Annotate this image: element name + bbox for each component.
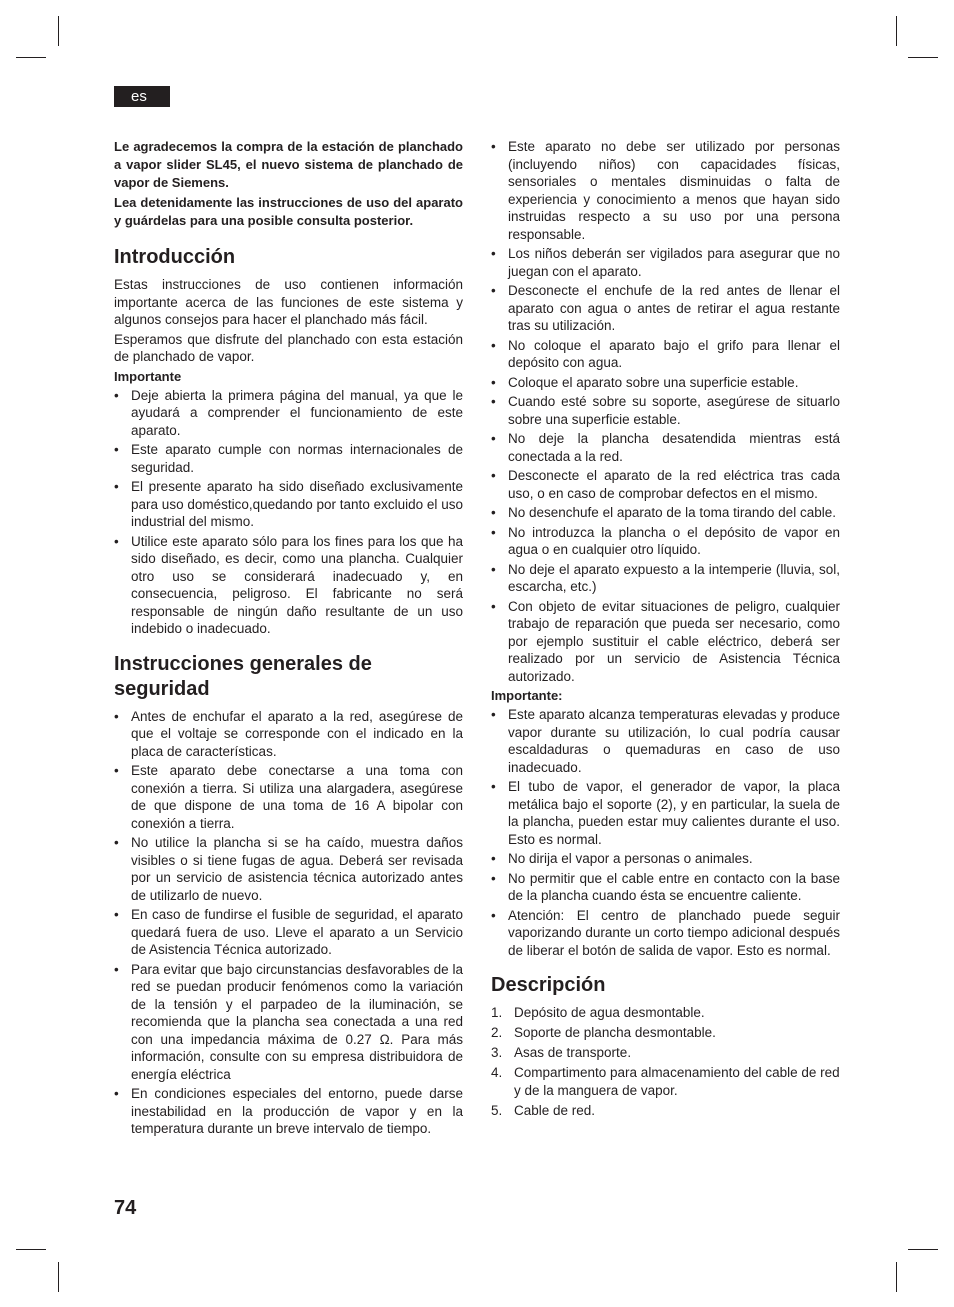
list-item (491, 598, 840, 686)
list-item (114, 961, 463, 1084)
bullet: • (491, 707, 496, 722)
list-item-text: Atención: El centro de planchado puede seguir vaporizando durante un corto tiempo adicional después de liberar el botón de salida de vapor. Esto es normal. (508, 907, 840, 958)
list-item (114, 533, 463, 638)
intro-paragraph: Lea detenidamente las instrucciones de uso del aparato y guárdelas para una posible consulta posterior. (114, 195, 463, 228)
left-column (114, 138, 463, 1140)
numbered-item (491, 1044, 840, 1062)
important-list (491, 706, 840, 959)
list-item-text: No dirija el vapor a personas o animales. (508, 851, 753, 866)
description-list (491, 1004, 840, 1119)
list-item (491, 778, 840, 848)
numbered-item (491, 1102, 840, 1120)
numbered-item-text: Compartimento para almacenamiento del cable de red y de la manguera de vapor. (514, 1065, 840, 1098)
list-item-text: No permitir que el cable entre en contacto con la base de la plancha cuando ésta se encuentre caliente. (508, 870, 840, 903)
bullet: • (114, 961, 119, 977)
numbered-item (491, 1024, 840, 1042)
bullet: • (114, 763, 119, 778)
list-item-text: No deje la plancha desatendida mientras está conectada a la red. (508, 431, 840, 464)
bullet: • (114, 907, 119, 922)
safety-list (114, 708, 463, 1138)
list-item (491, 706, 840, 776)
crop-mark (908, 1249, 938, 1250)
numbered-item-text: Depósito de agua desmontable. (514, 1005, 705, 1020)
list-item (114, 441, 463, 476)
list-item (491, 430, 840, 465)
list-item-text: En caso de fundirse el fusible de seguridad, el aparato quedará fuera de uso. Lleve el aparato a un Servicio de Asistencia Técnica autorizado. (131, 907, 463, 957)
list-item-text: Deje abierta la primera página del manual, ya que le ayudará a comprender el funcionamiento de este aparato. (131, 387, 463, 438)
list-item-text: Para evitar que bajo circunstancias desfavorables de la red se puedan producir fenómenos como la variación de la tensión y el parpadeo de la iluminación, se recomienda que la plancha sea conectada a una red con una impedancia máxima de 0.27 Ω. Para más información, consulte con su empresa distribuidora de energía eléctrica (131, 961, 463, 1082)
item-number: 2. (491, 1025, 503, 1040)
list-item-text: Desconecte el aparato de la red eléctrica tras cada uso, o en caso de comprobar defectos en el mismo. (508, 468, 840, 501)
list-item (491, 282, 840, 335)
list-item-text: Cuando esté sobre su soporte, asegúrese de situarlo sobre una superficie estable. (508, 394, 840, 427)
numbered-item-text: Asas de transporte. (514, 1045, 632, 1060)
list-item-text: En condiciones especiales del entorno, puede darse inestabilidad en la producción de vapor y en la temperatura durante un breve intervalo de tiempo. (131, 1086, 463, 1136)
list-item (491, 374, 840, 392)
bullet: • (491, 394, 496, 409)
list-item (491, 337, 840, 372)
item-number: 5. (491, 1102, 503, 1118)
list-item-text: No deje el aparato expuesto a la intemperie (lluvia, sol, escarcha, etc.) (508, 561, 840, 594)
list-item-text: El tubo de vapor, el generador de vapor, la placa metálica bajo el soporte (2), y en particular, la suela de la plancha, pueden estar muy calientes durante el uso. Esto es normal. (508, 779, 840, 847)
bullet: • (491, 524, 496, 540)
bullet: • (491, 246, 496, 261)
list-item (114, 762, 463, 832)
numbered-item (491, 1004, 840, 1022)
list-item (491, 524, 840, 559)
list-item (491, 504, 840, 522)
list-item-text: No coloque el aparato bajo el grifo para llenar el depósito con agua. (508, 337, 840, 370)
bullet: • (491, 431, 496, 446)
list-item (491, 138, 840, 243)
list-item (491, 467, 840, 502)
important-list (114, 387, 463, 638)
important-label: Importante (114, 368, 182, 384)
bullet: • (491, 779, 496, 794)
bullet: • (491, 870, 496, 886)
list-item-text: Este aparato alcanza temperaturas elevadas y produce vapor durante su utilización, lo cual podría causar escaldaduras o quemaduras en caso de uso inadecuado. (508, 707, 840, 775)
bullet: • (114, 835, 119, 850)
bullet: • (491, 283, 496, 298)
list-item-text: No desenchufe el aparato de la toma tirando del cable. (508, 505, 836, 520)
bullet: • (114, 387, 119, 403)
bullet: • (114, 1086, 119, 1101)
numbered-item-text: Soporte de plancha desmontable. (514, 1025, 716, 1040)
language-tab: es (114, 86, 170, 107)
section-title-line: seguridad (114, 677, 210, 700)
crop-mark (896, 16, 897, 46)
list-item (114, 906, 463, 959)
list-item-text: Este aparato debe conectarse a una toma con conexión a tierra. Si utiliza una alargadera, asegúrese de que dispone de una toma de 16 A bipolar con conexión a tierra. (131, 763, 463, 831)
list-item-text: Utilice este aparato sólo para los fines para los que ha sido diseñado, es decir, como una plancha. Cualquier otro uso se considerará inadecuado y, en consecuencia, peligroso. El fabricante no será responsable de ningún daño resultante de un uso indebido o inadecuado. (131, 533, 463, 636)
list-item-text: Los niños deberán ser vigilados para asegurar que no juegan con el aparato. (508, 246, 840, 279)
important-label: Importante: (491, 688, 563, 703)
section-title-introduccion: Introducción (114, 246, 236, 268)
list-item-text: Desconecte el enchufe de la red antes de llenar el aparato con agua o antes de retirar el agua restante tras su utilización. (508, 283, 840, 333)
list-item (491, 870, 840, 905)
list-item-text: Este aparato cumple con normas internacionales de seguridad. (131, 442, 463, 475)
list-item-text: Coloque el aparato sobre una superficie estable. (508, 374, 799, 390)
bullet: • (491, 139, 496, 154)
bullet: • (114, 442, 119, 457)
list-item (114, 708, 463, 761)
intro-paragraph: Le agradecemos la compra de la estación de planchado a vapor slider SL45, el nuevo sistema de planchado de vapor de Siemens. (114, 139, 463, 190)
right-column (491, 138, 840, 1122)
numbered-item-text: Cable de red. (514, 1102, 596, 1118)
crop-mark (58, 1262, 59, 1292)
list-item (114, 834, 463, 904)
section-title-descripcion: Descripción (491, 974, 606, 996)
item-number: 3. (491, 1045, 503, 1060)
list-item-text: No utilice la plancha si se ha caído, muestra daños visibles o si tiene fugas de agua. Deberá ser revisada por un servicio de asistencia técnica autorizado antes de utilizarlo de nuevo. (131, 835, 463, 903)
bullet: • (114, 708, 119, 724)
list-item (491, 245, 840, 280)
bullet: • (491, 374, 496, 390)
list-item-text: Con objeto de evitar situaciones de peligro, cualquier trabajo de reparación que pueda ser necesario, como por ejemplo sustituir el cable eléctrico, deberá ser realizado por un servicio de Asistencia Técnica autorizado. (508, 598, 840, 684)
crop-mark (896, 1262, 897, 1292)
bullet: • (114, 479, 119, 494)
list-item (114, 387, 463, 440)
bullet: • (491, 851, 496, 866)
item-number: 1. (491, 1005, 503, 1020)
item-number: 4. (491, 1065, 503, 1080)
bullet: • (114, 533, 119, 549)
list-item-text: Este aparato no debe ser utilizado por personas (incluyendo niños) con capacidades físicas, sensoriales o mentales disminuidas o falta de experiencia y conocimiento a menos que hayan sido instruidas respecto a su uso por una persona responsable. (508, 139, 840, 242)
numbered-item (491, 1064, 840, 1099)
list-item (491, 850, 840, 868)
bullet: • (491, 337, 496, 353)
crop-mark (58, 16, 59, 46)
section-title-line: Instrucciones generales de (114, 652, 372, 675)
list-item (491, 393, 840, 428)
list-item (114, 478, 463, 531)
page-number: 74 (114, 1197, 137, 1219)
bullet: • (491, 907, 496, 923)
crop-mark (16, 57, 46, 58)
list-item-text: No introduzca la plancha o el depósito de vapor en agua o en cualquier otro líquido. (508, 524, 840, 557)
body-paragraph: Esperamos que disfrute del planchado con esta estación de planchado de vapor. (114, 331, 463, 364)
list-item-text: Antes de enchufar el aparato a la red, asegúrese de que el voltaje se corresponde con el indicado en la placa de características. (131, 708, 463, 759)
safety-list-continued (491, 138, 840, 685)
intro-block (114, 138, 463, 230)
list-item (114, 1085, 463, 1138)
bullet: • (491, 561, 496, 577)
section-title-seguridad (114, 652, 463, 702)
list-item (491, 907, 840, 960)
crop-mark (16, 1249, 46, 1250)
bullet: • (491, 598, 496, 614)
list-item-text: El presente aparato ha sido diseñado exclusivamente para uso doméstico,quedando por tanto excluido el uso industrial del mismo. (131, 479, 463, 529)
bullet: • (491, 505, 496, 520)
body-paragraph: Estas instrucciones de uso contienen información importante acerca de las funciones de este sistema y algunos consejos para hacer el planchado más fácil. (114, 277, 463, 327)
crop-mark (908, 57, 938, 58)
list-item (491, 561, 840, 596)
bullet: • (491, 468, 496, 483)
